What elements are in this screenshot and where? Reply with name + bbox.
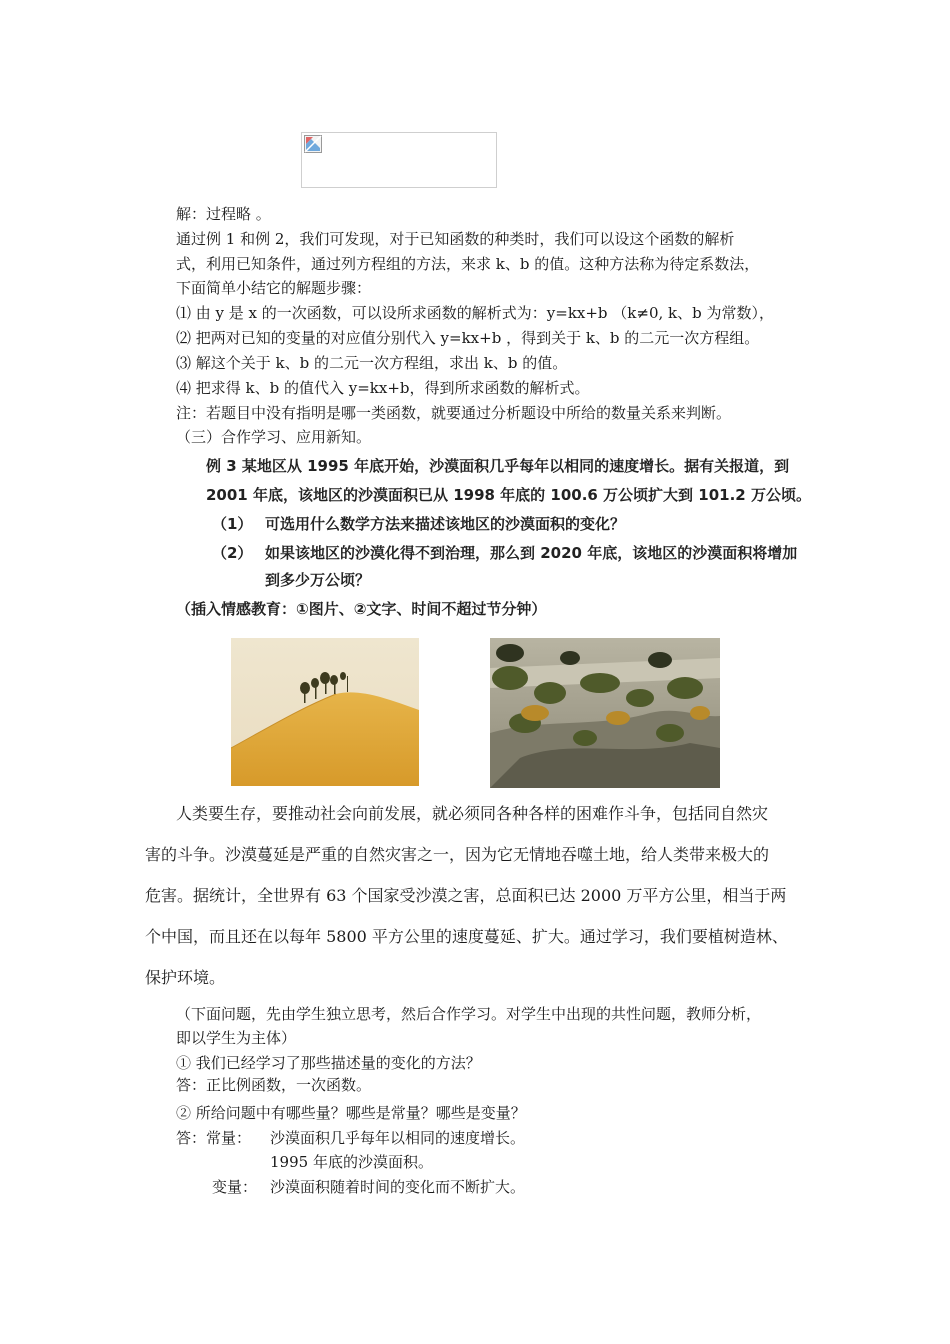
answer-2-variable: 沙漠面积随着时间的变化而不断扩大。 xyxy=(270,1178,526,1196)
question-1: ① 我们已经学习了那些描述量的变化的方法？ xyxy=(176,1054,481,1072)
answer-2-constant-1: 沙漠面积几乎每年以相同的速度增长。 xyxy=(270,1129,526,1147)
step-2: ⑵ 把两对已知的变量的对应值分别代入 y=kx+b ，得到关于 k、b 的二元一次方程组。 xyxy=(176,329,760,347)
paragraph-line-5: 保护环境。 xyxy=(145,968,226,987)
desert-dune-photo xyxy=(231,638,419,786)
solution-line-2: 通过例 1 和例 2，我们可发现，对于已知函数的种类时，我们可以设这个函数的解析 xyxy=(176,230,735,248)
example3-q1-number: （1） xyxy=(212,515,253,533)
question-2: ② 所给问题中有哪些量？哪些是常量？哪些是变量？ xyxy=(176,1104,526,1122)
example3-q2-text-2: 到多少万公顷？ xyxy=(265,571,371,589)
solution-line-3: 式，利用已知条件，通过列方程组的方法，来求 k、b 的值。这种方法称为待定系数法， xyxy=(176,255,760,273)
insert-note: （插入情感教育：①图片、②文字、时间不超过节分钟） xyxy=(176,600,547,618)
step-4: ⑷ 把求得 k、b 的值代入 y=kx+b，得到所求函数的解析式。 xyxy=(176,379,590,397)
discussion-intro-1: （下面问题，先由学生独立思考，然后合作学习。对学生中出现的共性问题，教师分析， xyxy=(176,1005,762,1023)
section-heading: （三）合作学习、应用新知。 xyxy=(176,428,372,446)
solution-line-4: 下面简单小结它的解题步骤： xyxy=(176,279,372,297)
example3-q2-number: （2） xyxy=(212,544,253,562)
note: 注：若题目中没有指明是哪一类函数，就要通过分析题设中所给的数量关系来判断。 xyxy=(176,404,732,422)
discussion-intro-2: 即以学生为主体） xyxy=(176,1029,297,1047)
step-1: ⑴ 由 y 是 x 的一次函数，可以设所求函数的解析式为：y=kx+b （k≠0, k、b 为常数）， xyxy=(176,304,775,322)
paragraph-line-1: 人类要生存，要推动社会向前发展，就必须同各种各样的困难作斗争，包括同自然灾 xyxy=(176,804,769,823)
paragraph-line-4: 个中国，而且还在以每年 5800 平方公里的速度蔓延、扩大。通过学习，我们要植树造林、 xyxy=(145,927,788,946)
example3-line-2: 2001 年底，该地区的沙漠面积已从 1998 年底的 100.6 万公顷扩大到 101.2 万公顷。 xyxy=(206,486,811,504)
paragraph-line-3: 危害。据统计，全世界有 63 个国家受沙漠之害，总面积已达 2000 万平方公里，相当于两 xyxy=(145,886,787,905)
example3-q1-text: 可选用什么数学方法来描述该地区的沙漠面积的变化？ xyxy=(265,515,626,533)
desert-trees-photo xyxy=(490,638,720,788)
example3-q2-text-1: 如果该地区的沙漠化得不到治理，那么到 2020 年底，该地区的沙漠面积将增加 xyxy=(265,544,798,562)
answer-2-label: 答：常量： xyxy=(176,1129,252,1147)
example3-line-1: 例 3 某地区从 1995 年底开始，沙漠面积几乎每年以相同的速度增长。据有关报道，到 xyxy=(206,457,790,475)
solution-line-1: 解：过程略 。 xyxy=(176,205,271,223)
step-3: ⑶ 解这个关于 k、b 的二元一次方程组，求出 k、b 的值。 xyxy=(176,354,568,372)
answer-2-constant-2: 1995 年底的沙漠面积。 xyxy=(270,1153,433,1171)
answer-1: 答：正比例函数，一次函数。 xyxy=(176,1076,372,1094)
broken-image-icon xyxy=(304,135,322,153)
paragraph-line-2: 害的斗争。沙漠蔓延是严重的自然灾害之一，因为它无情地吞噬土地，给人类带来极大的 xyxy=(145,845,770,864)
broken-image-placeholder xyxy=(301,132,497,188)
answer-2-variable-label: 变量： xyxy=(212,1178,258,1196)
